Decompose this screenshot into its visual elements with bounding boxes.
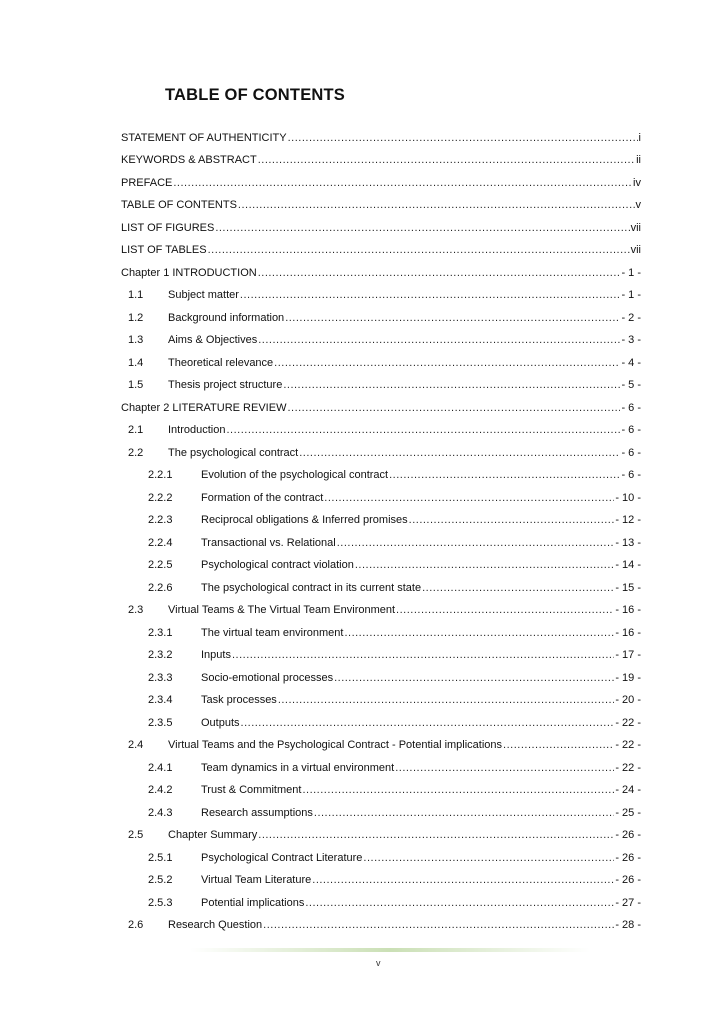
toc-entry-title: PREFACE bbox=[121, 176, 173, 189]
toc-entry[interactable] bbox=[121, 415, 641, 438]
dot-leader bbox=[337, 537, 615, 550]
toc-entry-page: - 4 - bbox=[621, 356, 641, 369]
toc-entry-title: Research assumptions bbox=[201, 806, 313, 819]
toc-entry-title: TABLE OF CONTENTS bbox=[121, 199, 237, 211]
toc-entry-page: - 1 - bbox=[621, 266, 641, 279]
dot-leader bbox=[258, 829, 614, 842]
toc-entry[interactable] bbox=[121, 392, 641, 415]
toc-entry-number: 2.3.3 bbox=[148, 671, 173, 684]
toc-entry[interactable] bbox=[121, 865, 641, 888]
toc-entry-page: - 22 - bbox=[615, 761, 641, 774]
toc-entry[interactable] bbox=[121, 730, 641, 753]
toc-entry-page: vii bbox=[630, 244, 641, 256]
dot-leader bbox=[314, 807, 614, 820]
toc-entry-page: - 6 - bbox=[621, 424, 641, 436]
toc-entry-page: - 26 - bbox=[615, 829, 641, 841]
dot-leader bbox=[215, 222, 629, 235]
toc-entry[interactable] bbox=[121, 190, 641, 213]
toc-entry-page: - 16 - bbox=[615, 626, 641, 639]
toc-entry[interactable] bbox=[121, 595, 641, 618]
toc-entry-title: STATEMENT OF AUTHENTICITY bbox=[121, 131, 287, 144]
toc-entry-number: 2.3.1 bbox=[148, 626, 173, 639]
dot-leader bbox=[363, 852, 614, 865]
toc-entry-title: KEYWORDS & ABSTRACT bbox=[121, 154, 257, 166]
toc-entry-number: 2.5 bbox=[128, 829, 144, 841]
toc-entry-number: 2.2.5 bbox=[148, 559, 173, 571]
toc-entry-title: Transactional vs. Relational bbox=[201, 536, 336, 549]
toc-entry-page: ii bbox=[636, 154, 641, 166]
toc-entry-number: 2.2.1 bbox=[148, 469, 173, 481]
toc-entry[interactable] bbox=[121, 167, 641, 190]
toc-entry-title: Task processes bbox=[201, 694, 277, 706]
dot-leader bbox=[258, 267, 621, 280]
toc-entry-number: 1.2 bbox=[128, 311, 144, 324]
toc-entry-title: Virtual Teams & The Virtual Team Environment bbox=[168, 604, 396, 616]
toc-entry[interactable] bbox=[121, 707, 641, 730]
toc-entry-page: - 24 - bbox=[615, 784, 641, 796]
toc-entry-page: - 26 - bbox=[615, 874, 641, 886]
toc-entry[interactable] bbox=[121, 797, 641, 820]
toc-entry[interactable] bbox=[121, 257, 641, 280]
toc-entry-page: vii bbox=[630, 221, 641, 234]
toc-entry[interactable] bbox=[121, 842, 641, 865]
dot-leader bbox=[287, 402, 620, 415]
dot-leader bbox=[355, 559, 614, 572]
toc-entry-title: Aims & Objectives bbox=[168, 334, 258, 346]
toc-entry-page: i bbox=[638, 131, 641, 144]
toc-entry-page: - 22 - bbox=[615, 739, 641, 751]
toc-entry[interactable] bbox=[121, 482, 641, 505]
toc-entry[interactable] bbox=[121, 820, 641, 843]
toc-entry-number: 2.3 bbox=[128, 604, 144, 616]
toc-entry-title: Potential implications bbox=[201, 896, 305, 909]
toc-entry-title: Inputs bbox=[201, 649, 231, 661]
dot-leader bbox=[299, 447, 620, 460]
toc-entry-number: 2.5.3 bbox=[148, 896, 173, 909]
toc-entry-number: 2.4 bbox=[128, 739, 144, 751]
toc-entry[interactable] bbox=[121, 572, 641, 595]
toc-entry[interactable] bbox=[121, 212, 641, 235]
dot-leader bbox=[503, 739, 614, 752]
toc-entry-number: 2.3.4 bbox=[148, 694, 173, 706]
toc-entry-number: 1.5 bbox=[128, 379, 144, 391]
toc-entry[interactable] bbox=[121, 122, 641, 145]
toc-entry-page: - 14 - bbox=[615, 559, 641, 571]
toc-entry[interactable] bbox=[121, 640, 641, 663]
toc-entry-title: Socio-emotional processes bbox=[201, 671, 334, 684]
toc-entry-page: - 26 - bbox=[615, 851, 641, 864]
toc-entry-title: Theoretical relevance bbox=[168, 356, 274, 369]
toc-entry-page: - 17 - bbox=[615, 649, 641, 661]
dot-leader bbox=[302, 784, 614, 797]
dot-leader bbox=[173, 177, 632, 190]
toc-entry[interactable] bbox=[121, 460, 641, 483]
dot-leader bbox=[409, 514, 615, 527]
toc-entry-title: Psychological Contract Literature bbox=[201, 851, 363, 864]
dot-leader bbox=[274, 357, 620, 370]
toc-entry-page: - 10 - bbox=[615, 491, 641, 504]
toc-entry-title: Trust & Commitment bbox=[201, 784, 302, 796]
dot-leader bbox=[389, 469, 620, 482]
toc-entry[interactable] bbox=[121, 550, 641, 573]
dot-leader bbox=[312, 874, 614, 887]
toc-entry[interactable] bbox=[121, 235, 641, 258]
toc-entry-number: 2.4.1 bbox=[148, 761, 173, 774]
dot-leader bbox=[324, 492, 614, 505]
footer-page-number: v bbox=[376, 958, 381, 968]
dot-leader bbox=[395, 762, 614, 775]
toc-entry[interactable] bbox=[121, 617, 641, 640]
toc-entry-page: iv bbox=[633, 176, 641, 189]
toc-entry[interactable] bbox=[121, 662, 641, 685]
dot-leader bbox=[305, 897, 614, 910]
toc-entry-number: 2.3.2 bbox=[148, 649, 173, 661]
toc-entry-page: - 13 - bbox=[615, 536, 641, 549]
toc-entry-number: 2.4.3 bbox=[148, 806, 173, 819]
toc-entry-page: - 6 - bbox=[621, 446, 641, 459]
page-title: TABLE OF CONTENTS bbox=[165, 86, 346, 104]
toc-entry[interactable] bbox=[121, 437, 641, 460]
toc-entry-page: - 28 - bbox=[615, 919, 641, 931]
toc-entry-number: 2.5.2 bbox=[148, 874, 173, 886]
dot-leader bbox=[258, 334, 620, 347]
toc-entry-title: Thesis project structure bbox=[168, 379, 283, 391]
toc-entry-page: - 16 - bbox=[615, 604, 641, 616]
toc-entry-number: 1.3 bbox=[128, 334, 144, 346]
toc-entry-page: - 20 - bbox=[615, 694, 641, 706]
toc-entry-number: 2.1 bbox=[128, 424, 144, 436]
dot-leader bbox=[344, 627, 614, 640]
dot-leader bbox=[238, 199, 635, 212]
toc-entry-page: - 22 - bbox=[615, 716, 641, 729]
dot-leader bbox=[422, 582, 614, 595]
toc-entry[interactable] bbox=[121, 752, 641, 775]
dot-leader bbox=[278, 694, 615, 707]
toc-entry[interactable] bbox=[121, 775, 641, 798]
toc-entry-page: - 27 - bbox=[615, 896, 641, 909]
toc-entry[interactable] bbox=[121, 910, 641, 933]
toc-entry-number: 2.2.6 bbox=[148, 581, 173, 594]
toc-entry-title: Psychological contract violation bbox=[201, 559, 354, 571]
toc-entry-title: Subject matter bbox=[168, 289, 239, 301]
dot-leader bbox=[334, 672, 614, 685]
toc-entry-title: Virtual Team Literature bbox=[201, 874, 312, 886]
toc-entry-page: - 15 - bbox=[615, 581, 641, 594]
toc-entry-title: Background information bbox=[168, 311, 285, 324]
toc-entry-number: 2.5.1 bbox=[148, 851, 173, 864]
toc-entry-title: Virtual Teams and the Psychological Contract - Potential implications bbox=[168, 739, 503, 751]
toc-entry-title: Formation of the contract bbox=[201, 491, 324, 504]
toc-entry-page: - 19 - bbox=[615, 671, 641, 684]
toc-entry-title: Reciprocal obligations & Inferred promises bbox=[201, 514, 408, 526]
toc-entry-number: 2.2.4 bbox=[148, 536, 173, 549]
toc-entry-title: LIST OF FIGURES bbox=[121, 221, 215, 234]
toc-entry[interactable] bbox=[121, 280, 641, 303]
dot-leader bbox=[232, 649, 614, 662]
toc-entry-number: 1.1 bbox=[128, 289, 144, 301]
toc-entry-page: - 5 - bbox=[621, 379, 641, 391]
table-of-contents bbox=[121, 122, 641, 932]
toc-entry-title: Chapter 2 LITERATURE REVIEW bbox=[121, 401, 287, 414]
toc-entry-number: 2.4.2 bbox=[148, 784, 173, 796]
dot-leader bbox=[288, 132, 638, 145]
dot-leader bbox=[285, 312, 620, 325]
toc-entry-title: Introduction bbox=[168, 424, 226, 436]
toc-entry-page: - 25 - bbox=[615, 806, 641, 819]
toc-entry-title: Team dynamics in a virtual environment bbox=[201, 761, 395, 774]
toc-entry-title: The psychological contract bbox=[168, 446, 299, 459]
dot-leader bbox=[396, 604, 614, 617]
toc-entry[interactable] bbox=[121, 347, 641, 370]
toc-entry-page: - 12 - bbox=[615, 514, 641, 526]
footer-divider bbox=[190, 948, 590, 952]
toc-entry[interactable] bbox=[121, 685, 641, 708]
dot-leader bbox=[258, 154, 635, 167]
toc-entry-title: Outputs bbox=[201, 716, 240, 729]
toc-entry-title: LIST OF TABLES bbox=[121, 244, 207, 256]
dot-leader bbox=[208, 244, 630, 257]
toc-entry-page: v bbox=[635, 199, 641, 211]
toc-entry[interactable] bbox=[121, 302, 641, 325]
toc-entry-page: - 1 - bbox=[621, 289, 641, 301]
toc-entry-page: - 6 - bbox=[621, 401, 641, 414]
toc-entry-number: 2.2.2 bbox=[148, 491, 173, 504]
toc-entry-title: Chapter 1 INTRODUCTION bbox=[121, 266, 257, 279]
toc-entry[interactable] bbox=[121, 370, 641, 393]
toc-entry[interactable] bbox=[121, 325, 641, 348]
dot-leader bbox=[226, 424, 620, 437]
toc-entry-title: The psychological contract in its current state bbox=[201, 581, 422, 594]
toc-entry-page: - 3 - bbox=[621, 334, 641, 346]
toc-entry-number: 2.2 bbox=[128, 446, 144, 459]
dot-leader bbox=[240, 289, 621, 302]
toc-entry-number: 2.6 bbox=[128, 919, 144, 931]
toc-entry-number: 2.2.3 bbox=[148, 514, 173, 526]
toc-entry[interactable] bbox=[121, 887, 641, 910]
toc-entry-page: - 2 - bbox=[621, 311, 641, 324]
toc-entry[interactable] bbox=[121, 527, 641, 550]
toc-entry-title: Evolution of the psychological contract bbox=[201, 469, 389, 481]
toc-entry-number: 1.4 bbox=[128, 356, 144, 369]
dot-leader bbox=[241, 717, 615, 730]
toc-entry-number: 2.3.5 bbox=[148, 716, 173, 729]
dot-leader bbox=[263, 919, 614, 932]
toc-entry[interactable] bbox=[121, 145, 641, 168]
toc-entry-page: - 6 - bbox=[621, 469, 641, 481]
dot-leader bbox=[283, 379, 620, 392]
toc-entry[interactable] bbox=[121, 505, 641, 528]
toc-entry-title: The virtual team environment bbox=[201, 626, 344, 639]
toc-entry-title: Research Question bbox=[168, 919, 263, 931]
toc-entry-title: Chapter Summary bbox=[168, 829, 258, 841]
